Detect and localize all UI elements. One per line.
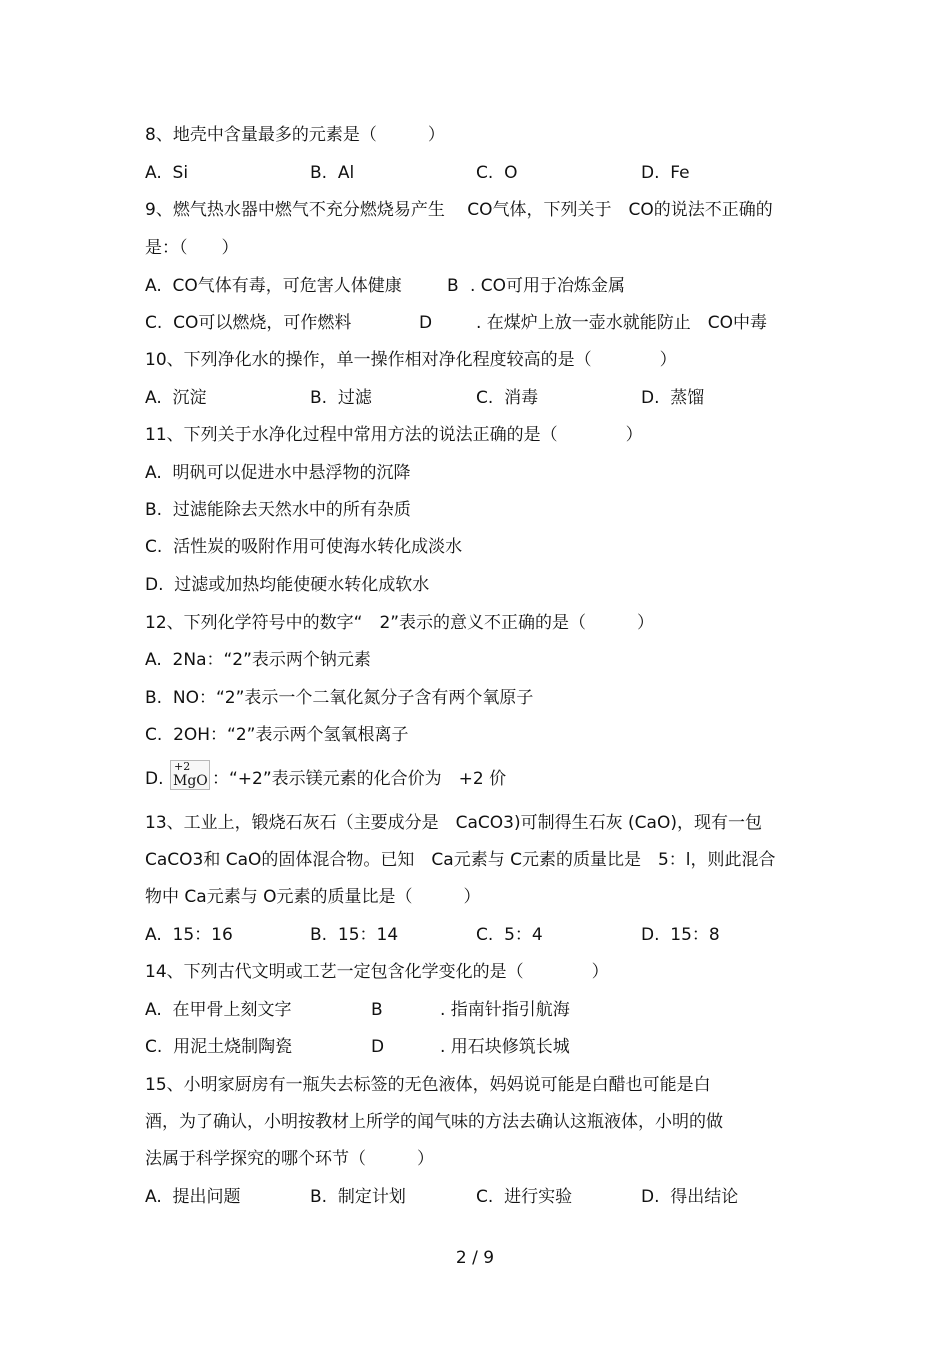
q10-stem: 10、下列净化水的操作，单一操作相对净化程度较高的是（ ） [145,350,677,370]
q9-stem-line2: 是：（ ） [145,238,239,258]
q15-option-a: A. 提出问题 [145,1187,241,1207]
q13-option-a: A. 15：16 [145,925,233,945]
q9-option-b-text: . CO可用于冶炼金属 [470,276,626,296]
q12-option-c: C. 2OH：“2”表示两个氢氧根离子 [145,725,409,745]
q15-option-d: D. 得出结论 [641,1187,739,1207]
q14-option-b-text: . 指南针指引航海 [440,1000,570,1020]
q14-stem: 14、下列古代文明或工艺一定包含化学变化的是（ ） [145,962,609,982]
q9-option-a: A. CO气体有毒，可危害人体健康 [145,276,402,296]
q15-stem-line1: 15、小明家厨房有一瓶失去标签的无色液体，妈妈说可能是白醋也可能是白 [145,1075,711,1095]
q12-option-b: B. NO：“2”表示一个二氧化氮分子含有两个氧原子 [145,688,534,708]
page-number: 2 / 9 [455,1248,495,1268]
q10-option-d: D. 蒸馏 [641,388,705,408]
q9-stem-line1: 9、燃气热水器中燃气不充分燃烧易产生 CO气体，下列关于 CO的说法不正确的 [145,200,773,220]
q8-option-c: C. O [476,163,518,183]
q9-option-d-text: . 在煤炉上放一壶水就能防止 CO中毒 [476,313,768,333]
q14-option-d-letter: D [371,1037,385,1057]
q10-option-c: C. 消毒 [476,388,539,408]
q11-option-d: D. 过滤或加热均能使硬水转化成软水 [145,575,430,595]
q13-option-d: D. 15：8 [641,925,720,945]
mgo-formula: MgO [173,773,208,789]
q10-option-b: B. 过滤 [310,388,372,408]
q9-option-c: C. CO可以燃烧，可作燃料 [145,313,352,333]
q8-stem: 8、地壳中含量最多的元素是（ ） [145,125,445,145]
q13-stem-line3: 物中 Ca元素与 O元素的质量比是（ ） [145,887,481,907]
q9-option-b-letter: B [447,276,459,296]
q8-option-a: A. Si [145,163,189,183]
q11-option-a: A. 明矾可以促进水中悬浮物的沉降 [145,463,411,483]
q13-option-b: B. 15：14 [310,925,399,945]
q13-option-c: C. 5：4 [476,925,543,945]
q13-stem-line1: 13、工业上，锻烧石灰石（主要成分是 CaCO3)可制得生石灰 (CaO)，现有一包 [145,813,762,833]
q15-stem-line3: 法属于科学探究的哪个环节（ ） [145,1149,434,1169]
q11-stem: 11、下列关于水净化过程中常用方法的说法正确的是（ ） [145,425,643,445]
q12-option-a: A. 2Na：“2”表示两个钠元素 [145,650,371,670]
q14-option-b-letter: B [371,1000,383,1020]
q9-option-d-letter: D [419,313,433,333]
q12-option-d-text: ：“+2”表示镁元素的化合价为 +2 价 [212,769,507,789]
q15-option-c: C. 进行实验 [476,1187,573,1207]
q15-stem-line2: 酒，为了确认，小明按教材上所学的闻气味的方法去确认这瓶液体，小明的做 [145,1112,723,1132]
q12-option-d-letter: D. [145,769,164,789]
q8-option-b: B. Al [310,163,355,183]
q12-stem: 12、下列化学符号中的数字“ 2”表示的意义不正确的是（ ） [145,613,655,633]
q15-option-b: B. 制定计划 [310,1187,406,1207]
q11-option-c: C. 活性炭的吸附作用可使海水转化成淡水 [145,537,463,557]
q14-option-a: A. 在甲骨上刻文字 [145,1000,292,1020]
q14-option-d-text: . 用石块修筑长城 [440,1037,570,1057]
mgo-formula-image [170,760,210,790]
q10-option-a: A. 沉淀 [145,388,207,408]
mgo-oxidation-state: +2 [174,760,191,773]
q13-stem-line2: CaCO3和 CaO的固体混合物。已知 Ca元素与 C元素的质量比是 5：l，则此混合 [145,850,776,870]
q11-option-b: B. 过滤能除去天然水中的所有杂质 [145,500,411,520]
q8-option-d: D. Fe [641,163,690,183]
q14-option-c: C. 用泥土烧制陶瓷 [145,1037,293,1057]
